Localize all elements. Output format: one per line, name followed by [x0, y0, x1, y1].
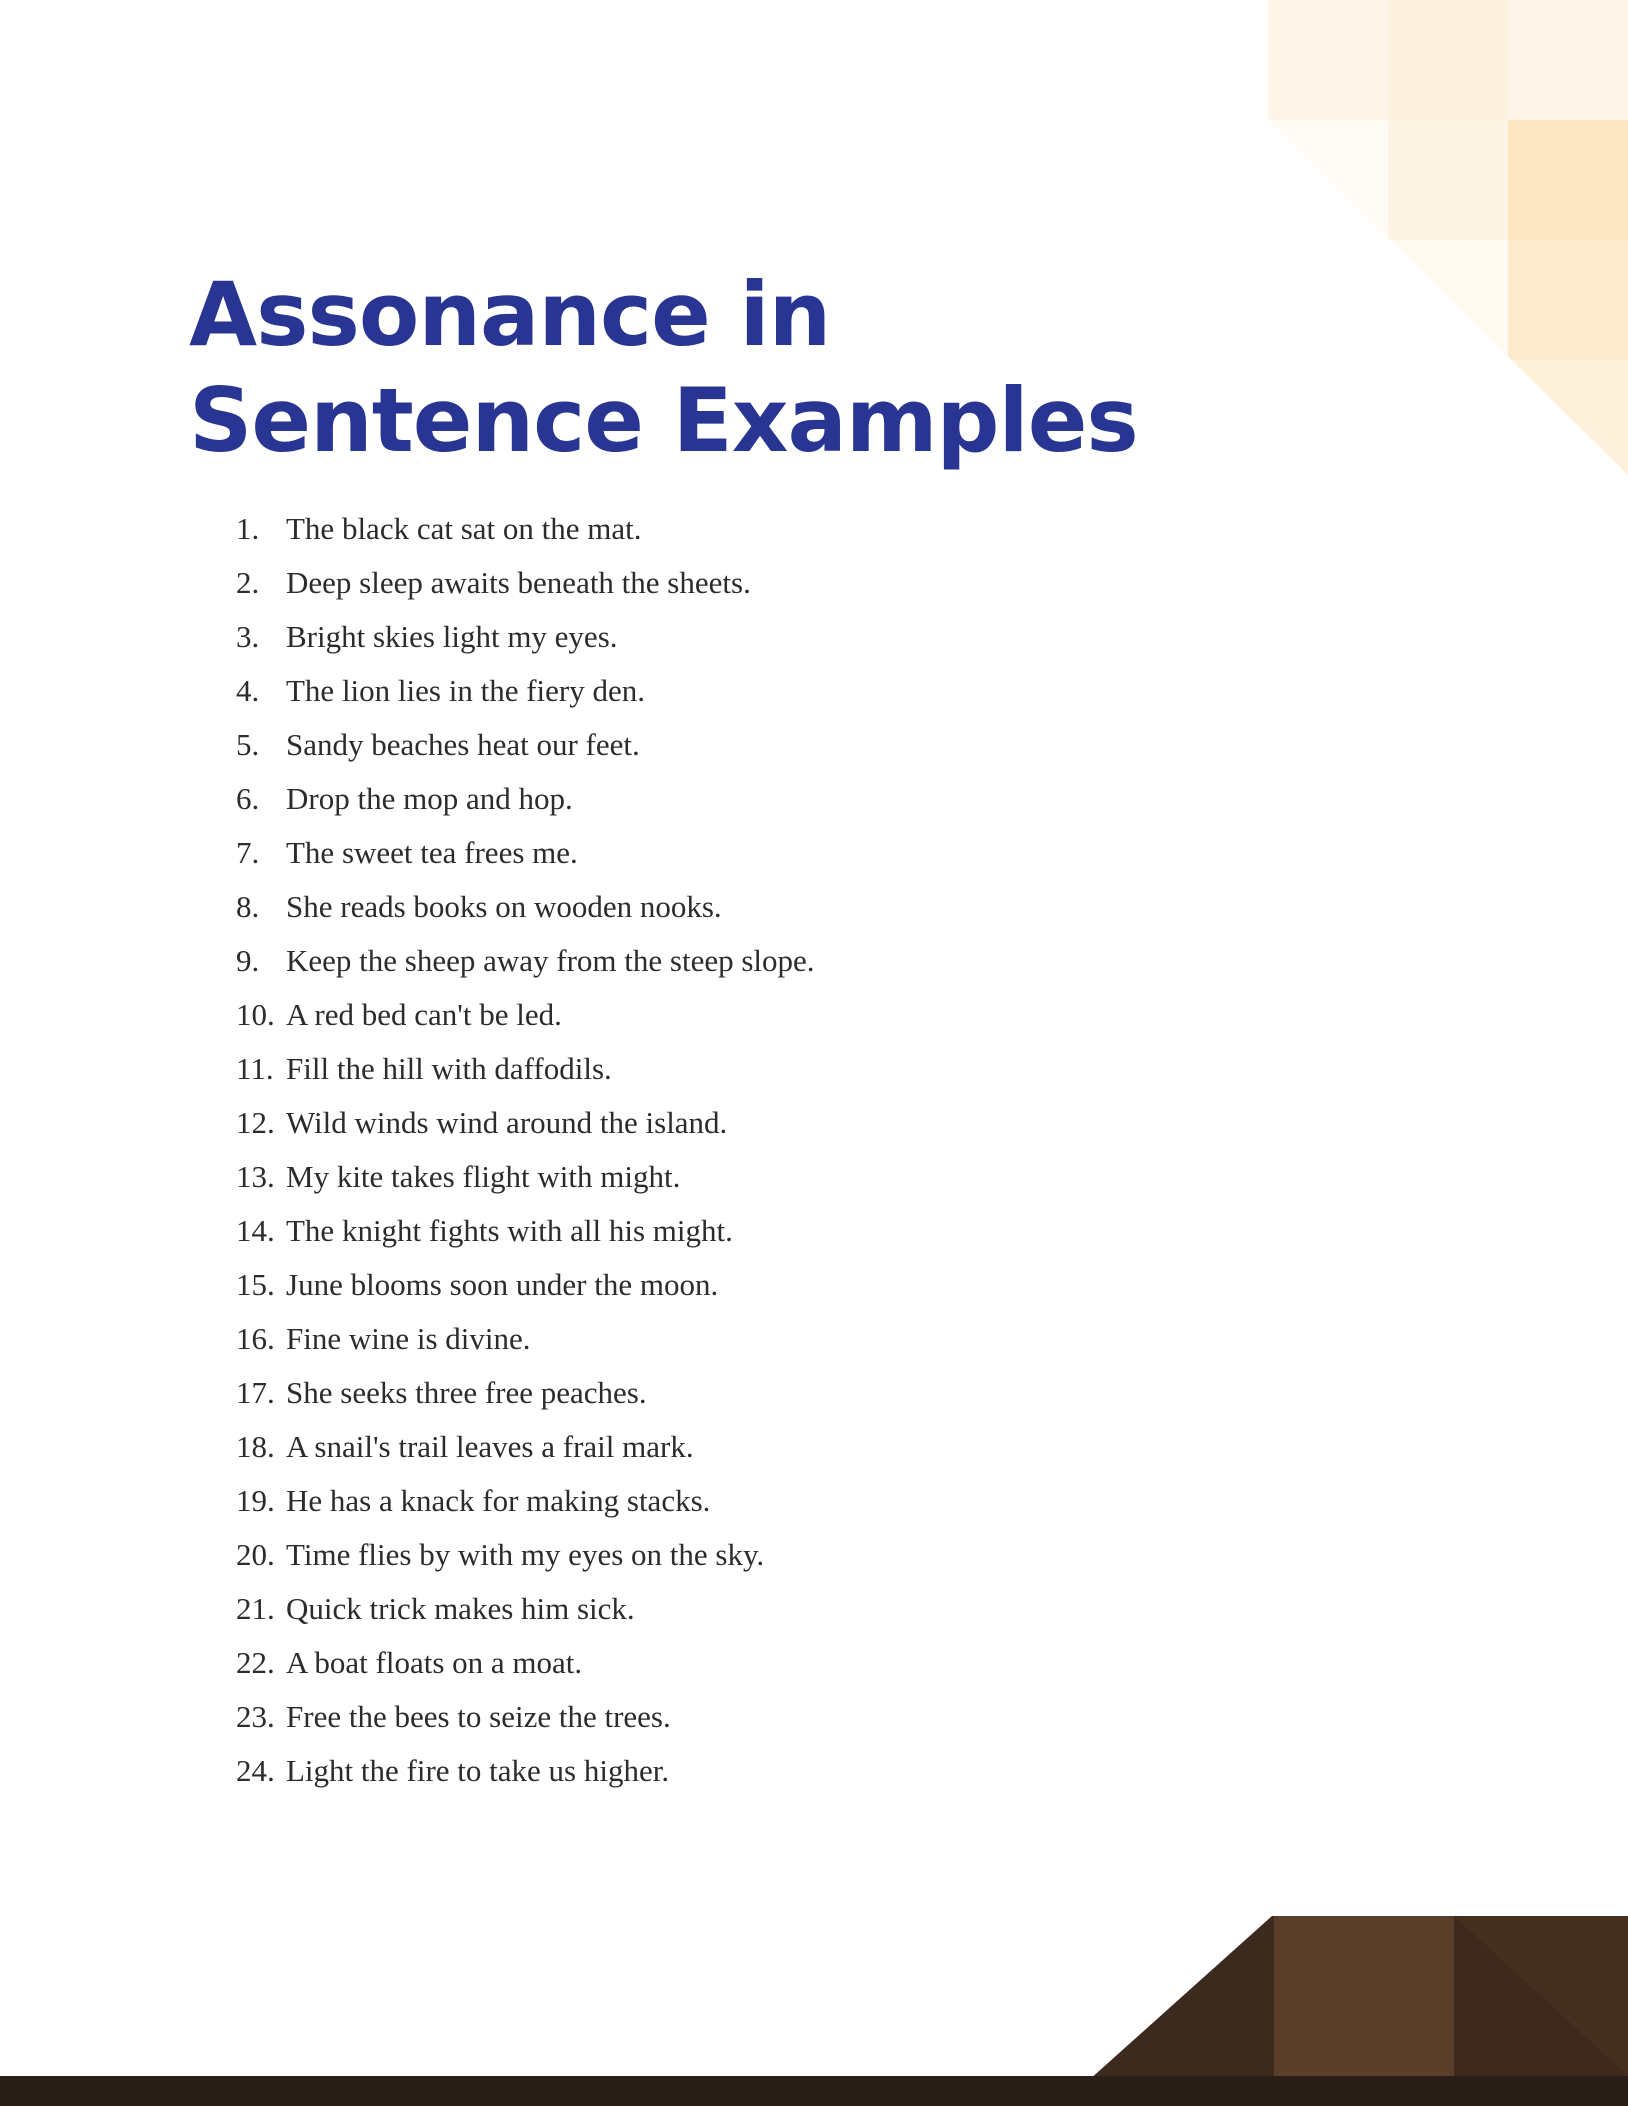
- list-item: [236, 502, 815, 556]
- list-item-number: 5.: [236, 727, 260, 762]
- list-item-text: Light the fire to take us higher.: [286, 1753, 670, 1788]
- list-item: [236, 610, 815, 664]
- list-item-number: 8.: [236, 889, 260, 924]
- list-item-number: 7.: [236, 835, 260, 870]
- list-item-text: A boat floats on a moat.: [286, 1645, 583, 1680]
- list-item-text: Wild winds wind around the island.: [286, 1105, 728, 1140]
- list-item-number: 24.: [236, 1753, 275, 1788]
- list-item: [236, 1150, 815, 1204]
- list-item-text: A red bed can't be led.: [286, 997, 562, 1032]
- footer-accent-block: [1274, 1916, 1454, 2076]
- list-item-number: 22.: [236, 1645, 275, 1680]
- list-item: [236, 1312, 815, 1366]
- list-item-number: 17.: [236, 1375, 275, 1410]
- list-item-text: Sandy beaches heat our feet.: [286, 727, 640, 762]
- page-title: [189, 262, 1289, 474]
- list-item-text: Free the bees to seize the trees.: [286, 1699, 671, 1734]
- list-item-text: Quick trick makes him sick.: [286, 1591, 635, 1626]
- list-item-text: A snail's trail leaves a frail mark.: [286, 1429, 694, 1464]
- list-item-text: The lion lies in the fiery den.: [286, 673, 645, 708]
- list-item-number: 6.: [236, 781, 260, 816]
- list-item: [236, 988, 815, 1042]
- list-item-text: The sweet tea frees me.: [286, 835, 578, 870]
- list-item-number: 20.: [236, 1537, 275, 1572]
- list-item-number: 2.: [236, 565, 260, 600]
- list-item: [236, 1204, 815, 1258]
- list-item: [236, 1096, 815, 1150]
- title-line-2: Sentence Examples: [189, 369, 1138, 472]
- list-item-text: She reads books on wooden nooks.: [286, 889, 722, 924]
- list-item-number: 11.: [236, 1051, 274, 1086]
- list-item: [236, 934, 815, 988]
- list-item: [236, 1258, 815, 1312]
- list-item: [236, 1474, 815, 1528]
- list-item: [236, 556, 815, 610]
- list-item: [236, 664, 815, 718]
- list-item-text: Deep sleep awaits beneath the sheets.: [286, 565, 751, 600]
- list-item-number: 10.: [236, 997, 275, 1032]
- bottom-footer-decoration: [0, 1886, 1628, 2106]
- list-item: [236, 772, 815, 826]
- list-item: [236, 1528, 815, 1582]
- list-item: [236, 1582, 815, 1636]
- list-item-number: 4.: [236, 673, 260, 708]
- list-item-text: Keep the sheep away from the steep slope.: [286, 943, 815, 978]
- list-item-text: Fill the hill with daffodils.: [286, 1051, 612, 1086]
- list-item-number: 23.: [236, 1699, 275, 1734]
- list-item-number: 16.: [236, 1321, 275, 1356]
- footer-bar: [0, 2076, 1628, 2106]
- list-item: [236, 1366, 815, 1420]
- list-item-number: 19.: [236, 1483, 275, 1518]
- list-item-number: 15.: [236, 1267, 275, 1302]
- list-item-number: 3.: [236, 619, 260, 654]
- list-item-text: June blooms soon under the moon.: [286, 1267, 719, 1302]
- list-item: [236, 1042, 815, 1096]
- examples-list: [236, 502, 815, 1798]
- list-item-text: Fine wine is divine.: [286, 1321, 531, 1356]
- list-item-text: Drop the mop and hop.: [286, 781, 573, 816]
- list-item-number: 14.: [236, 1213, 275, 1248]
- list-item-number: 13.: [236, 1159, 275, 1194]
- list-item-text: The knight fights with all his might.: [286, 1213, 733, 1248]
- list-item: [236, 1744, 815, 1798]
- list-item-number: 9.: [236, 943, 260, 978]
- list-item-text: My kite takes flight with might.: [286, 1159, 681, 1194]
- list-item: [236, 1690, 815, 1744]
- list-item-number: 1.: [236, 511, 260, 546]
- list-item-text: Bright skies light my eyes.: [286, 619, 618, 654]
- list-item-number: 18.: [236, 1429, 275, 1464]
- list-item: [236, 826, 815, 880]
- list-item-text: He has a knack for making stacks.: [286, 1483, 711, 1518]
- list-item-text: The black cat sat on the mat.: [286, 511, 642, 546]
- list-item-number: 12.: [236, 1105, 275, 1140]
- list-item: [236, 718, 815, 772]
- list-item: [236, 880, 815, 934]
- list-item-text: Time flies by with my eyes on the sky.: [286, 1537, 765, 1572]
- list-item-text: She seeks three free peaches.: [286, 1375, 647, 1410]
- title-line-1: Assonance in: [189, 263, 831, 366]
- top-corner-decoration: [1268, 0, 1628, 480]
- list-item-number: 21.: [236, 1591, 275, 1626]
- list-item: [236, 1420, 815, 1474]
- list-item: [236, 1636, 815, 1690]
